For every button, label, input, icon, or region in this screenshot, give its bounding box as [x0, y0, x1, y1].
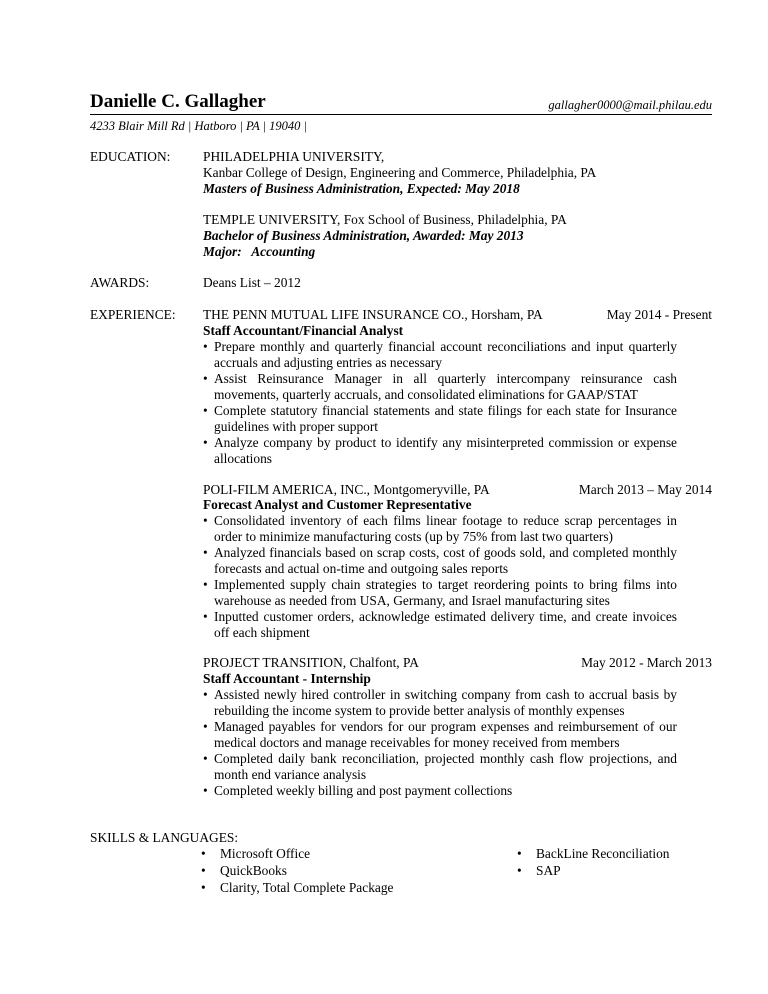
list-item: • Analyzed financials based on scrap costs, cost of goods sold, and completed monthly forecasts and actual on-time and outgoing sales reports: [203, 545, 677, 577]
job-3-dates: May 2012 - March 2013: [581, 655, 712, 670]
job-2-company: POLI-FILM AMERICA, INC., Montgomeryville, PA: [203, 482, 490, 497]
skill-text: Microsoft Office: [220, 846, 311, 861]
list-item: • Consolidated inventory of each films linear footage to reduce scrap percentages in order to minimize manufacturing costs (up by 75% from last two quarters): [203, 513, 677, 545]
school-1-name: PHILADELPHIA UNIVERSITY,: [203, 149, 385, 164]
school-2-degree: Bachelor of Business Administration, Awarded: May 2013: [203, 228, 524, 243]
list-item: • Implemented supply chain strategies to target reordering points to bring films into warehouse as needed from USA, Germany, and Israel manufacturing sites: [203, 577, 677, 609]
award-item: Deans List – 2012: [203, 275, 301, 290]
school-1-college: Kanbar College of Design, Engineering and Commerce, Philadelphia, PA: [203, 165, 597, 180]
list-item: • Prepare monthly and quarterly financial account reconciliations and input quarterly accruals and adjusting entries as necessary: [203, 339, 677, 371]
bullet-icon: •: [517, 863, 522, 878]
bullet-icon: •: [517, 846, 522, 861]
job-3-title: Staff Accountant - Internship: [203, 671, 371, 686]
school-2-major: Major: Accounting: [203, 244, 316, 259]
job-2-dates: March 2013 – May 2014: [578, 482, 712, 497]
school-2-name: TEMPLE UNIVERSITY, Fox School of Business, Philadelphia, PA: [203, 212, 567, 227]
list-item: • Managed payables for vendors for our program expenses and reimbursement of our medical doctors and manage receivables for money received from members: [203, 719, 677, 751]
list-item: • Assisted newly hired controller in switching company from cash to accrual basis by rebuilding the income system to provide better analysis of monthly expenses: [203, 687, 677, 719]
skill-text: QuickBooks: [220, 863, 287, 878]
job-3-company: PROJECT TRANSITION, Chalfont, PA: [203, 655, 419, 670]
job-2-bullets: [203, 513, 677, 641]
email-address: gallagher0000@mail.philau.edu: [548, 98, 712, 112]
job-1-dates: May 2014 - Present: [606, 307, 712, 322]
skill-text: SAP: [536, 863, 561, 878]
list-item: • Assist Reinsurance Manager in all quarterly intercompany reinsurance cash movements, quarterly accruals, and consolidated eliminations for GAAP/STAT: [203, 371, 677, 403]
education-label: EDUCATION:: [90, 149, 171, 164]
job-3-bullets: [203, 687, 677, 799]
skill-text: Clarity, Total Complete Package: [220, 880, 394, 895]
bullet-icon: •: [201, 863, 206, 878]
bullet-icon: •: [201, 880, 206, 895]
job-1-title: Staff Accountant/Financial Analyst: [203, 323, 404, 338]
skills-label: SKILLS & LANGUAGES:: [90, 830, 239, 845]
awards-label: AWARDS:: [90, 275, 150, 290]
list-item: • Completed weekly billing and post payment collections: [203, 783, 677, 799]
school-1-degree: Masters of Business Administration, Expected: May 2018: [203, 181, 520, 196]
skill-text: BackLine Reconciliation: [536, 846, 670, 861]
mailing-address: 4233 Blair Mill Rd | Hatboro | PA | 19040 |: [90, 119, 307, 133]
list-item: • Completed daily bank reconciliation, projected monthly cash flow projections, and month end variance analysis: [203, 751, 677, 783]
header-divider: [90, 114, 712, 115]
list-item: • Inputted customer orders, acknowledge estimated delivery time, and create invoices off each shipment: [203, 609, 677, 641]
job-2-title: Forecast Analyst and Customer Representative: [203, 497, 472, 512]
list-item: • Analyze company by product to identify any misinterpreted commission or expense allocations: [203, 435, 677, 467]
bullet-icon: •: [201, 846, 206, 861]
candidate-name: Danielle C. Gallagher: [90, 91, 266, 112]
job-1-bullets: [203, 339, 677, 467]
job-1-company: THE PENN MUTUAL LIFE INSURANCE CO., Horsham, PA: [203, 307, 543, 322]
list-item: • Complete statutory financial statements and state filings for each state for Insurance guidelines with proper support: [203, 403, 677, 435]
experience-label: EXPERIENCE:: [90, 307, 176, 322]
